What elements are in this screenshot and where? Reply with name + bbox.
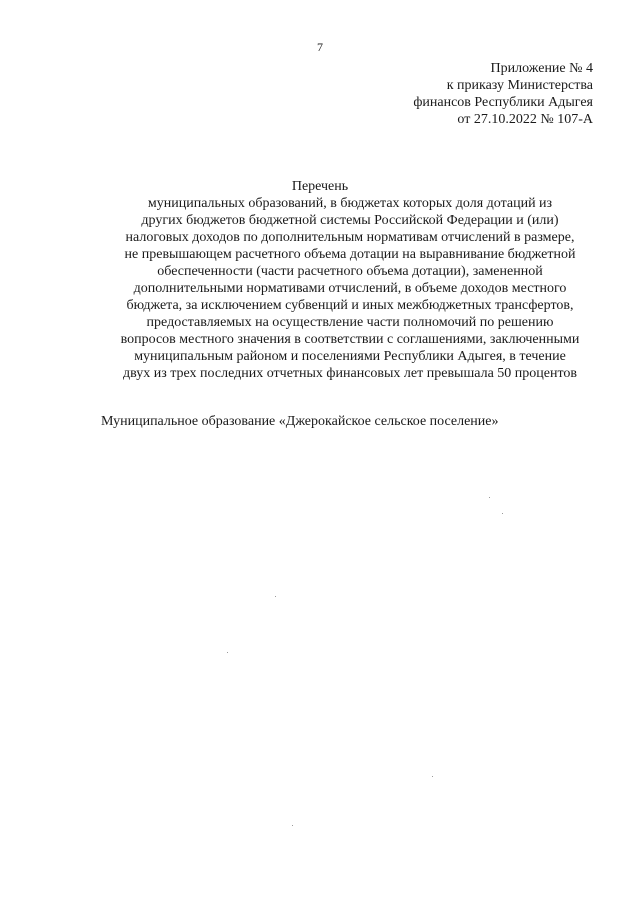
description-line: предоставляемых на осуществление части полномочий по решению: [146, 315, 554, 330]
appendix-block: [413, 60, 593, 128]
description-line: бюджета, за исключением субвенций и иных межбюджетных трансфертов,: [126, 298, 574, 313]
scan-speck: [489, 497, 490, 498]
municipality-name: Муниципальное образование «Джерокайское сельское поселение»: [101, 414, 499, 429]
description-line: двух из трех последних отчетных финансовых лет превышала 50 процентов: [122, 366, 578, 381]
document-heading: Перечень: [291, 179, 349, 194]
description-line: дополнительными нормативами отчислений, в объеме доходов местного: [133, 281, 567, 296]
description-line: муниципальных образований, в бюджетах которых доля дотаций из: [147, 196, 553, 211]
appendix-line: к приказу Министерства: [446, 78, 593, 93]
scan-speck: [227, 652, 228, 653]
scan-speck: [292, 825, 293, 826]
document-description: [80, 195, 620, 382]
scan-speck: [502, 513, 503, 514]
appendix-line: Приложение № 4: [490, 61, 593, 76]
scan-speck: [432, 776, 433, 777]
description-line: муниципальным районом и поселениями Республики Адыгея, в течение: [134, 349, 566, 364]
description-line: других бюджетов бюджетной системы Российской Федерации и (или): [141, 213, 559, 228]
description-line: вопросов местного значения в соответствии с соглашениями, заключенными: [120, 332, 580, 347]
scan-speck: [275, 596, 276, 597]
appendix-line: финансов Республики Адыгея: [413, 95, 593, 110]
page-number: 7: [317, 40, 323, 54]
appendix-line: от 27.10.2022 № 107-А: [457, 112, 593, 127]
description-line: обеспеченности (части расчетного объема дотации), замененной: [157, 264, 543, 279]
description-line: не превышающем расчетного объема дотации на выравнивание бюджетной: [124, 247, 576, 262]
description-line: налоговых доходов по дополнительным нормативам отчислений в размере,: [125, 230, 575, 245]
